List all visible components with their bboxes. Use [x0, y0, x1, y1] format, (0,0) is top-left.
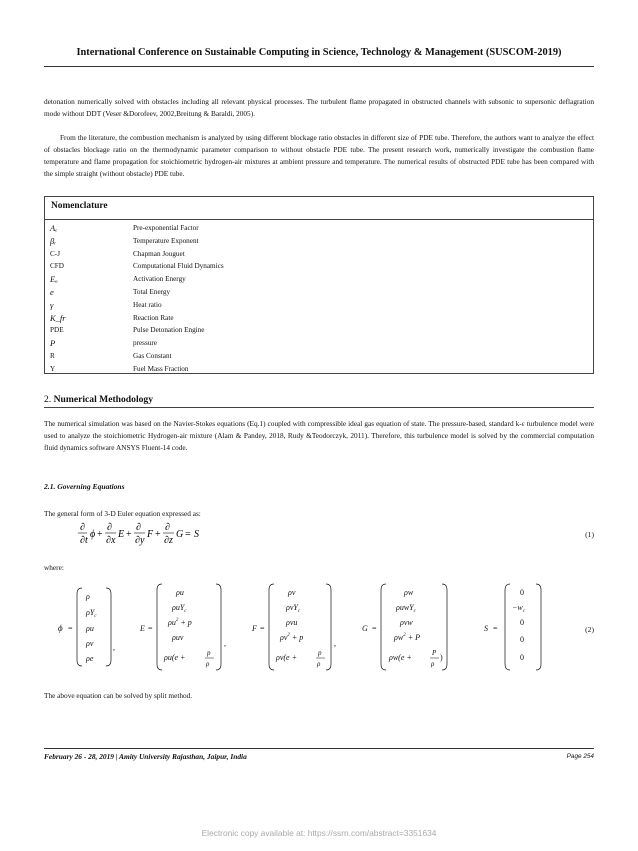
svg-text:,: ,	[224, 639, 226, 648]
paragraph-1: detonation numerically solved with obstacles including all relevant physical processes. The turbulent flame propagated in obstructed channels with subsonic to supersonic deflagration mode without DDT (Veser &Dorofeev, 2002,Breitung & Baraldi, 2005).	[44, 97, 594, 118]
nomenclature-row	[45, 248, 593, 261]
nomenclature-symbol: Y	[50, 364, 56, 373]
nomenclature-definition: Fuel Mass Fraction	[133, 364, 189, 373]
nomenclature-box	[44, 196, 594, 374]
svg-text:ρw2 + P: $\rho w^2 + P$	[394, 633, 420, 642]
nomenclature-definition: Chapman Jouguet	[133, 249, 185, 258]
nomenclature-row	[45, 337, 593, 350]
svg-text:ρ: ρ	[431, 660, 435, 668]
svg-text:=: =	[148, 624, 153, 633]
svg-text:ρw: ρw	[404, 588, 414, 597]
svg-text:,: ,	[334, 639, 336, 648]
svg-text:ρv: ρv	[288, 588, 296, 597]
running-header: International Conference on Sustainable Computing in Science, Technology & Management (SUSCOM-2019)	[44, 44, 594, 67]
svg-text:=: =	[185, 529, 191, 540]
paragraph-6: The above equation can be solved by split method.	[44, 691, 193, 700]
nomenclature-row	[45, 350, 593, 363]
svg-text:ϕ: ϕ	[58, 623, 63, 633]
svg-text:ϕ: ϕ	[90, 529, 96, 540]
svg-text:−wc: $-w_c$	[512, 603, 525, 614]
svg-text:S: S	[484, 624, 488, 633]
svg-text:=: =	[372, 624, 377, 633]
svg-text:ρw(e +: ρw(e +	[389, 653, 412, 662]
svg-text:ρuwYc: ρuwY$_c$	[396, 603, 416, 614]
svg-text:ρv2 + p: $\rho v^2 + p$	[280, 633, 304, 642]
svg-text:E: E	[118, 529, 125, 540]
subsection-heading: 2.1. Governing Equations	[44, 482, 125, 491]
nomenclature-row	[45, 222, 593, 235]
nomenclature-row	[45, 324, 593, 337]
nomenclature-definition: Activation Energy	[133, 275, 186, 284]
svg-text:p: p	[207, 649, 211, 657]
nomenclature-definition: Pulse Detonation Engine	[133, 326, 205, 335]
svg-text:p: p	[318, 649, 322, 657]
svg-text:S: S	[194, 529, 199, 540]
svg-text:+: +	[155, 529, 161, 540]
svg-text:∂y: ∂y	[135, 535, 145, 546]
paragraph-3: The numerical simulation was based on the Navier-Stokes equations (Eq.1) coupled with compressible ideal gas equation of state. The pressure-based, standard k-ε turbulence model were used to analyze the stoichiometric Hydrogen-air mixture (Alam & Pandey, 2018, Rudy &Teodorczyk, 2011). Therefore, this turbulence model is solved by the commercial computation fluid dynamics software ANSYS Fluent-14 code.	[44, 419, 594, 452]
nomenclature-row	[45, 286, 593, 299]
svg-text:ρvYc: ρvY$_c$	[286, 603, 301, 614]
paragraph-5: where:	[44, 563, 64, 572]
nomenclature-definition: pressure	[133, 339, 157, 348]
nomenclature-definition: Computational Fluid Dynamics	[133, 262, 224, 271]
svg-text:0: 0	[520, 618, 524, 627]
svg-text:0: 0	[520, 588, 524, 597]
svg-text:ρv(e +: ρv(e +	[276, 653, 298, 662]
section-number: 2.	[44, 394, 52, 405]
svg-text:,: ,	[113, 643, 115, 652]
svg-text:0: 0	[520, 653, 524, 662]
nomenclature-symbol: Eₐ	[50, 274, 58, 285]
section-heading	[44, 392, 594, 408]
section-title: Numerical Methodology	[53, 394, 153, 405]
svg-text:ρuv: ρuv	[172, 633, 184, 642]
nomenclature-title: Nomenclature	[45, 197, 593, 220]
svg-text:ρYc: $\rho Y_c$	[86, 608, 97, 619]
svg-text:ρvw: ρvw	[400, 618, 413, 627]
svg-text:ρu(e +: ρu(e +	[164, 653, 186, 662]
nomenclature-row	[45, 260, 593, 273]
nomenclature-row	[45, 363, 593, 376]
svg-text:ρvu: ρvu	[286, 618, 298, 627]
svg-text:ρuYc: ρuY$_c$	[172, 603, 187, 614]
svg-text:0: 0	[520, 635, 524, 644]
equation-2-number: (2)	[585, 625, 594, 634]
page-number: Page 254	[566, 753, 594, 760]
nomenclature-row	[45, 299, 593, 312]
svg-text:ρv: ρv	[86, 639, 94, 648]
svg-text:∂: ∂	[107, 522, 112, 533]
svg-text:): )	[440, 653, 443, 662]
nomenclature-symbol: γ	[50, 299, 54, 310]
nomenclature-symbol: PDE	[50, 326, 64, 335]
nomenclature-symbol: CFD	[50, 262, 64, 271]
paragraph-4: The general form of 3-D Euler equation expressed as:	[44, 509, 201, 518]
paragraph-2: From the literature, the combustion mechanism is analyzed by using different blockage ratio obstacles in different size of PDE tube. Therefore, the authors want to analyze the effect of obstacles blockage ratio on the thermodynamic parameter comparison to without obstacle PDE tube. The present research work, numerically investigate the combustion flame temperature and flame propagation for stoichiometric hydrogen-air mixtures at ambient pressure and temperature. The numerical results of obstructed PDE tube has been compared with the simple straight (without obstacle) PDE tube.	[44, 133, 594, 178]
svg-text:ρu: ρu	[176, 588, 184, 597]
page-footer	[44, 748, 594, 765]
svg-text:ρe: ρe	[86, 654, 94, 663]
svg-text:+: +	[126, 529, 132, 540]
nomenclature-definition: Reaction Rate	[133, 313, 174, 322]
nomenclature-symbol: Aₑ	[50, 223, 58, 233]
svg-text:ρu2 + p: $\rho u^2 + p$	[168, 618, 192, 627]
ssrn-watermark: Electronic copy available at: https://ssrn.com/abstract=3351634	[201, 828, 437, 838]
svg-text:F: F	[252, 624, 257, 633]
nomenclature-symbol: C-J	[50, 249, 60, 258]
nomenclature-symbol: βᵣ	[50, 235, 57, 246]
svg-text:=: =	[68, 624, 73, 633]
svg-text:∂: ∂	[136, 522, 141, 533]
svg-text:=: =	[260, 624, 265, 633]
nomenclature-definition: Temperature Exponent	[133, 236, 199, 245]
equation-2	[44, 580, 564, 676]
equation-1	[76, 512, 216, 554]
footer-text: February 26 - 28, 2019 | Amity University Rajasthan, Jaipur, India	[44, 752, 247, 761]
nomenclature-row	[45, 312, 593, 325]
svg-text:∂: ∂	[165, 522, 170, 533]
svg-text:ρ: ρ	[317, 660, 321, 668]
svg-text:∂x: ∂x	[106, 535, 116, 546]
svg-text:ρ: ρ	[86, 592, 90, 601]
svg-text:ρ: ρ	[206, 660, 210, 668]
svg-text:G: G	[362, 624, 368, 633]
svg-text:∂t: ∂t	[80, 535, 88, 546]
svg-text:P: P	[432, 649, 437, 657]
nomenclature-row	[45, 235, 593, 248]
nomenclature-symbol: R	[50, 351, 55, 360]
nomenclature-symbol: e	[50, 286, 54, 297]
nomenclature-definition: Total Energy	[133, 287, 171, 296]
svg-text:=: =	[493, 624, 498, 633]
svg-text:G: G	[176, 529, 184, 540]
nomenclature-definition: Pre-exponential Factor	[133, 224, 199, 232]
svg-text:F: F	[147, 529, 154, 540]
nomenclature-symbol: P	[50, 338, 56, 349]
nomenclature-definition: Gas Constant	[133, 351, 172, 360]
svg-text:ρu: ρu	[86, 624, 94, 633]
svg-text:E: E	[140, 624, 145, 633]
svg-text:+: +	[97, 529, 103, 540]
nomenclature-definition: Heat ratio	[133, 300, 162, 309]
svg-text:∂z: ∂z	[164, 535, 173, 546]
nomenclature-list	[45, 220, 593, 376]
svg-text:∂: ∂	[80, 522, 85, 533]
nomenclature-symbol: K_fr	[50, 312, 66, 323]
nomenclature-row	[45, 273, 593, 286]
equation-1-number: (1)	[585, 530, 594, 539]
